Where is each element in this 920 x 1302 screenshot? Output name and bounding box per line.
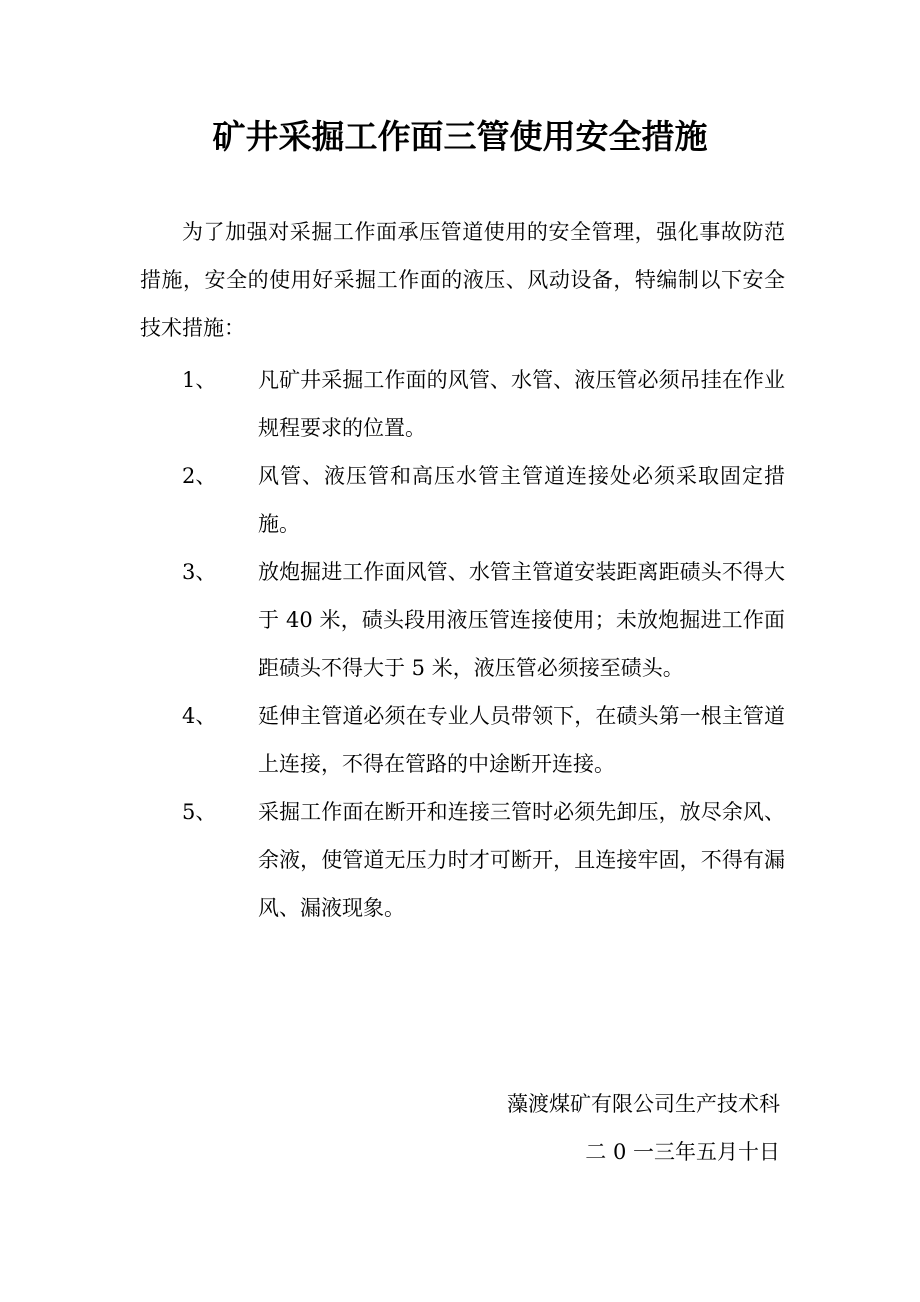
list-item xyxy=(140,788,785,932)
signature-block xyxy=(380,1080,780,1176)
signature-date: 二 0 一三年五月十日 xyxy=(585,1140,780,1164)
list-item-number: 5、 xyxy=(182,800,217,824)
list-item-number: 4、 xyxy=(182,704,217,728)
list-item-number: 1、 xyxy=(182,368,217,392)
list-item-number: 3、 xyxy=(182,560,217,584)
list-item-text: 风管、液压管和高压水管主管道连接处必须采取固定措施。 xyxy=(258,464,785,536)
document-title: 矿井采掘工作面三管使用安全措施 xyxy=(212,117,708,156)
measures-list xyxy=(140,356,785,932)
list-item xyxy=(140,356,785,452)
list-item-text: 延伸主管道必须在专业人员带领下，在碛头第一根主管道上连接，不得在管路的中途断开连接。 xyxy=(258,704,785,776)
list-item xyxy=(140,452,785,548)
list-item-text: 凡矿井采掘工作面的风管、水管、液压管必须吊挂在作业规程要求的位置。 xyxy=(258,368,785,440)
signature-org: 藻渡煤矿有限公司生产技术科 xyxy=(507,1092,780,1116)
list-item xyxy=(140,548,785,692)
list-item-text: 采掘工作面在断开和连接三管时必须先卸压，放尽余风、余液，使管道无压力时才可断开，且连接牢固，不得有漏风、漏液现象。 xyxy=(258,800,785,920)
list-item-number: 2、 xyxy=(182,464,217,488)
list-item-text: 放炮掘进工作面风管、水管主管道安装距离距碛头不得大于 40 米，碛头段用液压管连接使用；未放炮掘进工作面距碛头不得大于 5 米，液压管必须接至碛头。 xyxy=(258,560,785,680)
intro-paragraph: 为了加强对采掘工作面承压管道使用的安全管理，强化事故防范措施，安全的使用好采掘工作面的液压、风动设备，特编制以下安全技术措施： xyxy=(140,220,785,340)
list-item xyxy=(140,692,785,788)
